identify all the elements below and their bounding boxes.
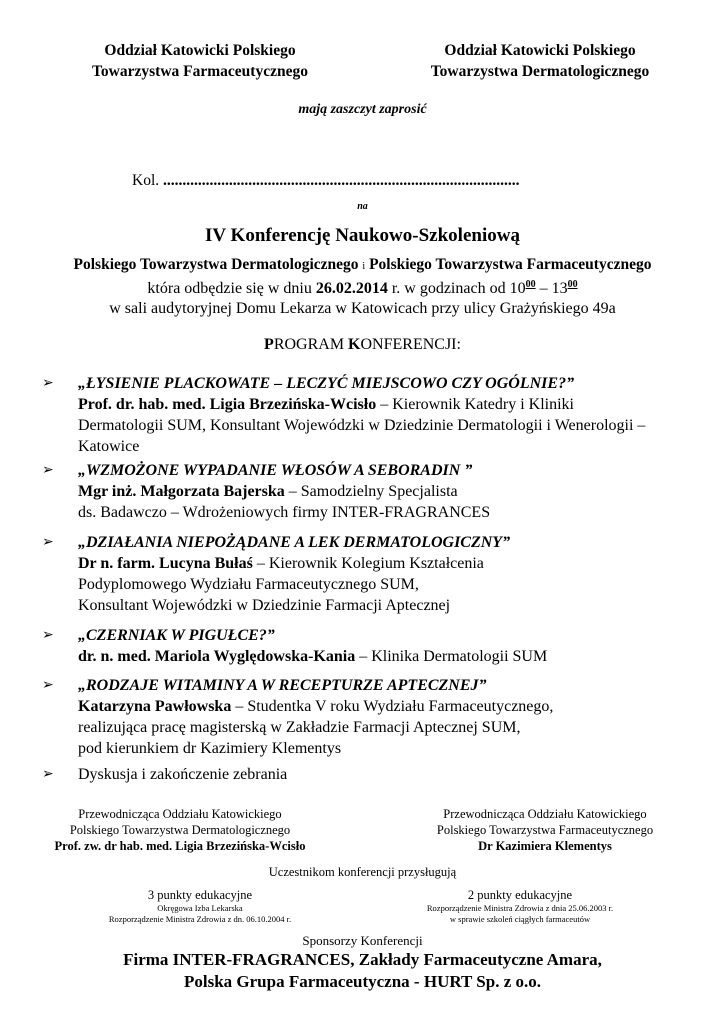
date-mid: r. w godzinach od 10	[391, 280, 526, 297]
conference-sub-connector: i	[362, 261, 366, 272]
conference-title: IV Konferencję Naukowo-Szkoleniową	[205, 225, 520, 246]
chair-right	[385, 806, 705, 854]
chair-right-line2: Polskiego Towarzystwa Farmaceutycznego	[436, 823, 654, 837]
recipient-dots: ............................................................................................	[163, 172, 520, 189]
points-right-note2: w sprawie szkoleń ciągłych farmaceutów	[449, 914, 591, 924]
organizer-left-line1: Oddział Katowicki Polskiego	[104, 42, 296, 59]
speaker-affiliation-line3: Konsultant Wojewódzki w Dziedzinie Farmacji Aptecznej	[78, 597, 451, 614]
time-dash: – 13	[539, 280, 568, 297]
program-heading-onferencji: ONFERENCJI:	[360, 336, 461, 353]
arrow-bullet-icon: ➢	[42, 376, 54, 391]
arrow-bullet-icon: ➢	[42, 463, 54, 478]
points-right	[360, 888, 680, 925]
date-pre: która odbędzie się w dniu	[147, 280, 312, 297]
talk-title: „CZERNIAK W PIGUŁCE?”	[78, 627, 275, 644]
sponsors-line1: Firma INTER-FRAGRANCES, Zakłady Farmaceutyczne Amara,	[123, 950, 602, 969]
education-heading: Uczestnikom konferencji przysługują	[268, 865, 457, 879]
conference-date-line	[0, 279, 725, 298]
arrow-bullet-icon: ➢	[42, 767, 54, 782]
chair-left	[20, 806, 340, 854]
arrow-bullet-icon: ➢	[42, 628, 54, 643]
speaker-affiliation: – Klinika Dermatologii SUM	[355, 648, 548, 665]
program-heading-k: K	[348, 336, 361, 353]
time-start-sup: 00	[525, 279, 536, 290]
talk-title: „WZMOŻONE WYPADANIE WŁOSÓW A SEBORADIN ”	[78, 462, 473, 479]
chair-left-line1: Przewodnicząca Oddziału Katowickiego	[78, 807, 282, 821]
speaker-affiliation-line2: Dermatologii SUM, Konsultant Wojewódzki w Dziedzinie Dermatologii i Wenerologii –	[78, 417, 646, 434]
organizer-right-line1: Oddział Katowicki Polskiego	[444, 42, 636, 59]
speaker-name: Prof. dr. hab. med. Ligia Brzezińska-Wcisło	[78, 396, 377, 413]
chair-left-name: Prof. zw. dr hab. med. Ligia Brzezińska-Wcisło	[54, 839, 306, 853]
speaker-name: dr. n. med. Mariola Wyględowska-Kania	[78, 648, 356, 665]
na-word: na	[357, 201, 368, 212]
conference-sub-part1: Polskiego Towarzystwa Dermatologicznego	[73, 256, 359, 273]
arrow-bullet-icon: ➢	[42, 535, 54, 550]
speaker-affiliation: – Studentka V roku Wydziału Farmaceutycznego,	[231, 698, 554, 715]
recipient-line	[132, 172, 520, 190]
conference-sub-part2: Polskiego Towarzystwa Farmaceutycznego	[369, 256, 652, 273]
speaker-affiliation-line2: ds. Badawczo – Wdrożeniowych firmy INTER-FRAGRANCES	[78, 504, 491, 521]
speaker-name: Mgr inż. Małgorzata Bajerska	[78, 483, 285, 500]
sponsors-line2: Polska Grupa Farmaceutyczna - HURT Sp. z o.o.	[183, 972, 542, 991]
speaker-affiliation: – Kierownik Kolegium Kształcenia	[252, 555, 484, 572]
speaker-affiliation-line3: Katowice	[78, 438, 140, 455]
speaker-affiliation-line2: Podyplomowego Wydziału Farmaceutycznego SUM,	[78, 576, 419, 593]
talk-title: „ŁYSIENIE PLACKOWATE – LECZYĆ MIEJSCOWO CZY OGÓLNIE?”	[78, 375, 575, 392]
points-left-note1: Okręgowa Izba Lekarska	[157, 903, 243, 913]
speaker-affiliation: – Samodzielny Specjalista	[284, 483, 458, 500]
speaker-affiliation: – Kierownik Katedry i Kliniki	[376, 396, 574, 413]
talk-title: „RODZAJE WITAMINY A W RECEPTURZE APTECZNEJ”	[78, 677, 487, 694]
conference-subtitle	[0, 256, 725, 274]
arrow-bullet-icon: ➢	[42, 678, 54, 693]
speaker-affiliation-line2: realizująca pracę magisterską w Zakładzie Farmacji Aptecznej SUM,	[78, 719, 521, 736]
conference-place: w sali audytoryjnej Domu Lekarza w Katowicach przy ulicy Grażyńskiego 49a	[109, 300, 616, 317]
talk-title: „DZIAŁANIA NIEPOŻĄDANE A LEK DERMATOLOGICZNY”	[78, 534, 511, 551]
chair-right-name: Dr Kazimiera Klementys	[478, 839, 612, 853]
points-right-note1: Rozporządzenie Ministra Zdrowia z dnia 25.06.2003 r.	[426, 903, 614, 913]
speaker-name: Katarzyna Pawłowska	[78, 698, 232, 715]
speaker-name: Dr n. farm. Lucyna Bułaś	[78, 555, 253, 572]
program-heading-p: P	[264, 336, 274, 353]
points-right-value: 2 punkty edukacyjne	[467, 888, 573, 902]
chair-left-line2: Polskiego Towarzystwa Dermatologicznego	[69, 823, 291, 837]
program-heading-rogram: ROGRAM	[273, 336, 345, 353]
organizer-left	[60, 40, 340, 82]
closing-item: Dyskusja i zakończenie zebrania	[78, 766, 288, 783]
points-left	[40, 888, 360, 925]
conference-date: 26.02.2014	[315, 280, 388, 297]
invite-text: mają zaszczyt zaprosić	[298, 102, 427, 117]
speaker-affiliation-line3: pod kierunkiem dr Kazimiery Klementys	[78, 740, 342, 757]
time-end-sup: 00	[567, 279, 578, 290]
chair-right-line1: Przewodnicząca Oddziału Katowickiego	[443, 807, 647, 821]
sponsors-heading: Sponsorzy Konferencji	[302, 933, 423, 948]
recipient-label: Kol.	[132, 172, 160, 189]
organizer-left-line2: Towarzystwa Farmaceutycznego	[92, 63, 308, 80]
organizer-right-line2: Towarzystwa Dermatologicznego	[430, 63, 650, 80]
organizer-right	[400, 40, 680, 82]
points-left-value: 3 punkty edukacyjne	[147, 888, 253, 902]
program-heading	[0, 336, 725, 354]
points-left-note2: Rozporządzenie Ministra Zdrowia z dn. 06.10.2004 r.	[108, 914, 292, 924]
